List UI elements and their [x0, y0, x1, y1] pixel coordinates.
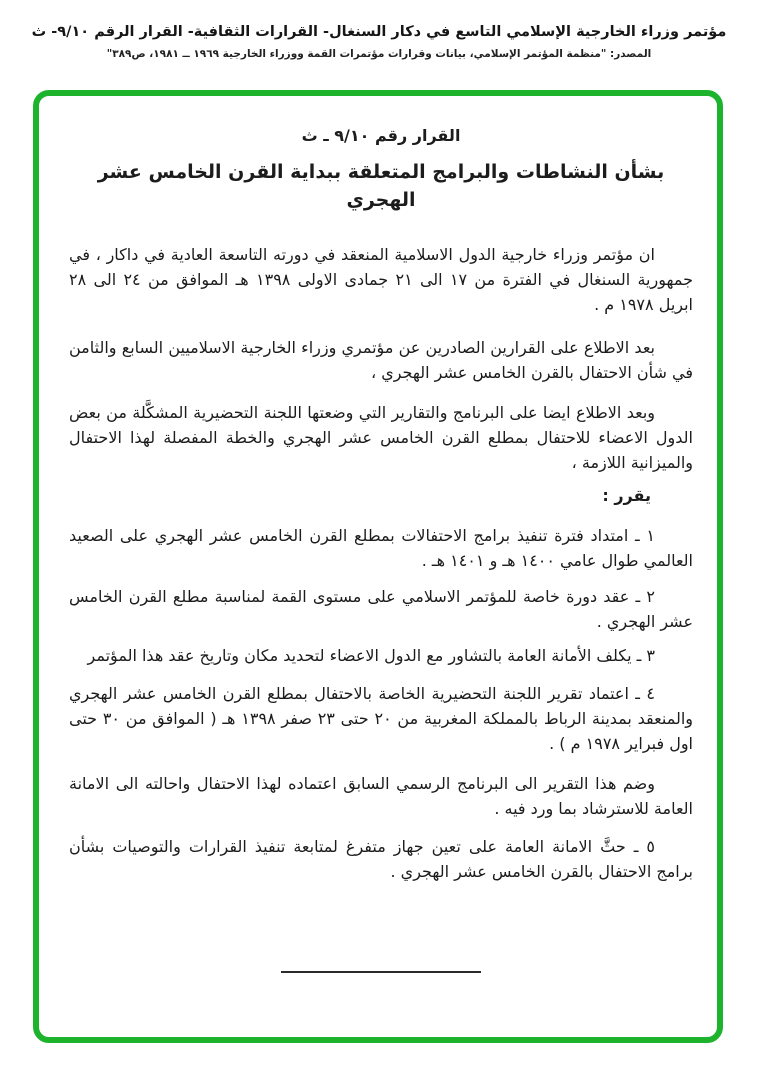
green-document-frame: [33, 90, 723, 1043]
source-citation-line: المصدر: "منظمة المؤتمر الإسلامي، بيانات وقرارات مؤتمرات القمة ووزراء الخارجية ١٩٦٩ ــ ١٩٨١، ص٣٨٩": [106, 48, 652, 60]
resolution-item-2: ٢ ـ عقد دورة خاصة للمؤتمر الاسلامي على مستوى القمة لمناسبة مطلع القرن الخامس عشر الهجري .: [69, 587, 693, 631]
preamble-paragraph-3: وبعد الاطلاع ايضا على البرنامج والتقارير التي وضعتها اللجنة التحضيرية المشكَّلة من بعض الدول الاعضاء للاحتفال بمطلع القرن الخامس عشر الهجري والخطة المفصلة لهذا الاحتفال والميزانية اللازمة ،: [69, 403, 693, 472]
document-source-header: [0, 24, 758, 60]
resolution-item-1: ١ ـ امتداد فترة تنفيذ برامج الاحتفالات بمطلع القرن الخامس عشر الهجري على الصعيد العالمي طوال عامي ١٤٠٠ هـ و ١٤٠١ هـ .: [69, 526, 693, 570]
preamble-paragraph-1: ان مؤتمر وزراء خارجية الدول الاسلامية المنعقد في دورته التاسعة العادية في داكار ، في جمهورية السنغال في الفترة من ١٧ الى ٢١ جمادى الاولى ١٣٩٨ هـ الموافق من ٢٤ الى ٢٨ ابريل ١٩٧٨ م .: [69, 245, 694, 314]
annex-note-paragraph: وضم هذا التقرير الى البرنامج الرسمي السابق اعتماده لهذا الاحتفال واحالته الى الامانة العامة للاسترشاد بما ورد فيه .: [69, 774, 693, 818]
preamble-paragraph-2: بعد الاطلاع على القرارين الصادرين عن مؤتمري وزراء الخارجية الاسلاميين السابع والثامن في شأن الاحتفال بالقرن الخامس عشر الهجري ،: [69, 338, 693, 382]
conference-reference-line: مؤتمر وزراء الخارجية الإسلامي التاسع في دكار السنغال- القرارات الثقافية- القرار الرقم ٩/١٠- ث: [31, 24, 727, 40]
resolution-item-5: ٥ ـ حثَّ الامانة العامة على تعين جهاز متفرغ لمتابعة تنفيذ القرارات والتوصيات بشأن برامج الاحتفال بالقرن الخامس عشر الهجري .: [69, 837, 693, 881]
resolution-item-3: ٣ ـ يكلف الأمانة العامة بالتشاور مع الدول الاعضاء لتحديد مكان وتاريخ عقد هذا المؤتمر: [87, 646, 655, 665]
decides-label: يقرر :: [602, 486, 651, 505]
resolution-number-title: القرار رقم ٩/١٠ ـ ث: [301, 126, 461, 145]
resolution-subject-title: بشأن النشاطات والبرامج المتعلقة ببداية القرن الخامس عشر الهجري: [97, 161, 665, 211]
resolution-item-4: ٤ ـ اعتماد تقرير اللجنة التحضيرية الخاصة بالاحتفال بمطلع القرن الخامس عشر الهجري والمنعقد بمدينة الرباط بالمملكة المغربية من ٢٠ حتى ٢٣ صفر ١٣٩٨ هـ ( الموافق من ٣٠ حتى اول فبراير ١٩٧٨ م ) .: [69, 684, 693, 753]
divider-line: [281, 971, 481, 973]
resolution-body: [69, 124, 693, 973]
